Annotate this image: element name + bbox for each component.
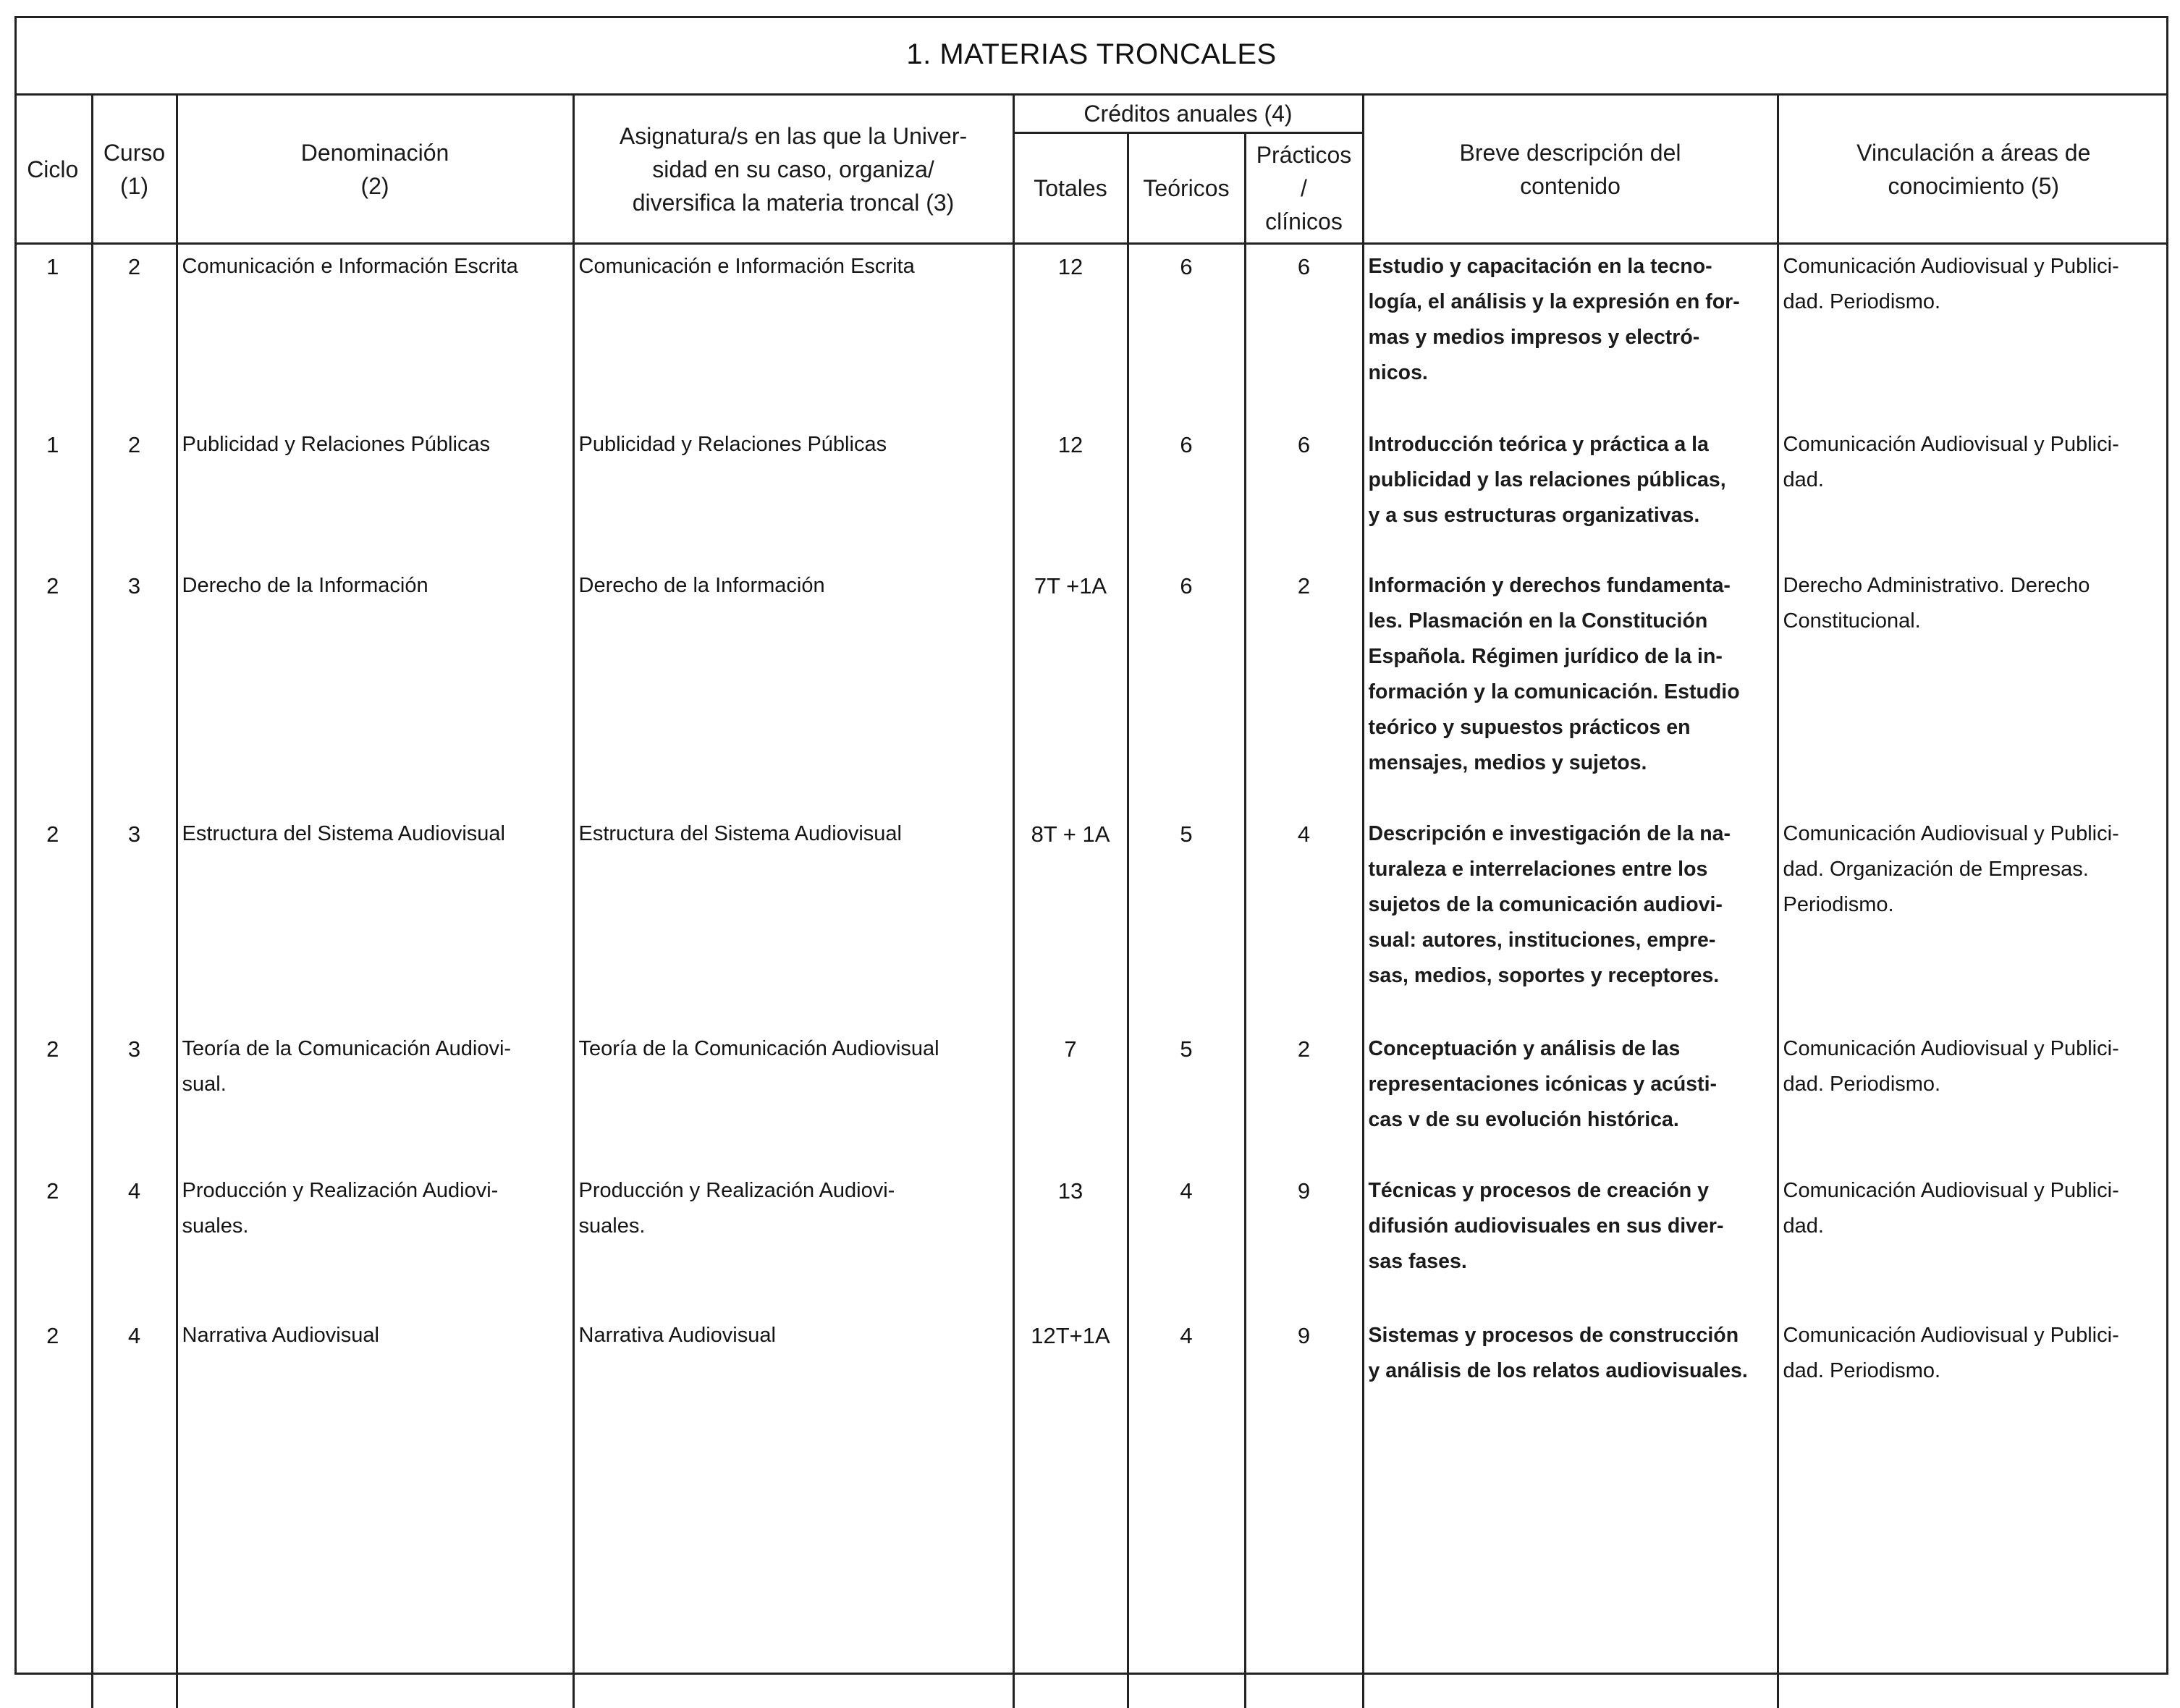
header-asignaturas: Asignatura/s en las que la Univer- sidad en su caso, organiza/ diversifica la materia troncal (3) (573, 95, 1013, 244)
ciclo-cell (14, 812, 92, 1027)
vinculacion-cell-text: Derecho Administrativo. Derecho Constitucional. (1783, 574, 2090, 633)
teoricos-cell-text: 5 (1180, 1036, 1193, 1062)
asignatura-cell-text: Teoría de la Comunicación Audiovisual (578, 1037, 939, 1060)
ciclo-cell (14, 1027, 92, 1169)
asignatura-cell-text: Comunicación e Información Escrita (578, 255, 915, 278)
denominacion-cell-text: Derecho de la Información (182, 574, 428, 597)
teoricos-cell (1128, 1314, 1245, 1422)
curso-cell (92, 1169, 177, 1314)
practicos-cell-text: 4 (1297, 821, 1311, 847)
practicos-cell (1245, 1027, 1363, 1169)
vinculacion-cell-text: Comunicación Audiovisual y Publici- dad. Periodismo. (1783, 1324, 2119, 1382)
totales-cell (1013, 564, 1128, 812)
totales-cell (1013, 1314, 1128, 1422)
curso-cell-text: 4 (127, 1178, 141, 1204)
denominacion-cell (177, 812, 573, 1027)
vinculacion-cell (1778, 423, 2168, 564)
totales-cell-text: 12 (1057, 432, 1083, 457)
descripcion-cell (1363, 812, 1778, 1027)
empty-cell (14, 1422, 92, 1708)
practicos-cell-text: 6 (1297, 432, 1311, 457)
denominacion-cell (177, 423, 573, 564)
ciclo-cell (14, 244, 92, 423)
asignatura-cell-text: Estructura del Sistema Audiovisual (578, 822, 902, 845)
teoricos-cell-text: 4 (1180, 1323, 1193, 1348)
totales-cell-text: 13 (1057, 1178, 1083, 1204)
header-teoricos: Teóricos (1128, 133, 1245, 244)
curso-cell (92, 244, 177, 423)
vinculacion-cell (1778, 1169, 2168, 1314)
header-curso: Curso (1) (92, 95, 177, 244)
descripcion-cell (1363, 564, 1778, 812)
ciclo-cell-text: 2 (46, 1036, 59, 1062)
ciclo-cell-text: 2 (46, 1178, 59, 1204)
denominacion-cell-text: Narrativa Audiovisual (182, 1324, 379, 1347)
empty-cell (92, 1422, 177, 1708)
teoricos-cell (1128, 423, 1245, 564)
curso-cell-text: 3 (127, 821, 141, 847)
curso-cell-text: 3 (127, 573, 141, 599)
curso-cell-text: 3 (127, 1036, 141, 1062)
denominacion-cell-text: Comunicación e Información Escrita (182, 255, 518, 278)
table-row (14, 564, 2168, 812)
vinculacion-cell (1778, 1027, 2168, 1169)
practicos-cell (1245, 812, 1363, 1027)
descripcion-cell (1363, 1314, 1778, 1422)
totales-cell-text: 12T+1A (1031, 1323, 1110, 1348)
descripcion-cell-text: Descripción e investigación de la na- turaleza e interrelaciones entre los sujetos de la comunicación audiovi- sual: autores, instituciones, empre- sas, medios, soportes y receptores. (1368, 822, 1731, 987)
totales-cell (1013, 1027, 1128, 1169)
descripcion-cell (1363, 244, 1778, 423)
curso-cell-text: 4 (127, 1323, 141, 1348)
asignatura-cell (573, 564, 1013, 812)
header-creditos-anuales: Créditos anuales (4) (1013, 95, 1363, 133)
asignatura-cell-text: Narrativa Audiovisual (578, 1324, 776, 1347)
empty-cell (1128, 1422, 1245, 1708)
empty-cell (1363, 1422, 1778, 1708)
asignatura-cell (573, 1314, 1013, 1422)
totales-cell-text: 8T + 1A (1031, 821, 1110, 847)
asignatura-cell (573, 244, 1013, 423)
vinculacion-cell-text: Comunicación Audiovisual y Publici- dad. Periodismo. (1783, 255, 2119, 313)
empty-cell (1013, 1422, 1128, 1708)
table-row (14, 812, 2168, 1027)
denominacion-cell-text: Estructura del Sistema Audiovisual (182, 822, 505, 845)
vinculacion-cell-text: Comunicación Audiovisual y Publici- dad. Periodismo. (1783, 1037, 2119, 1096)
table-row (14, 423, 2168, 564)
practicos-cell-text: 2 (1297, 1036, 1311, 1062)
header-row-1 (14, 95, 2168, 133)
page-title: 1. MATERIAS TRONCALES (14, 16, 2168, 95)
vinculacion-cell (1778, 564, 2168, 812)
practicos-cell-text: 6 (1297, 254, 1311, 279)
asignatura-cell (573, 1169, 1013, 1314)
ciclo-cell-text: 2 (46, 1323, 59, 1348)
asignatura-cell-text: Derecho de la Información (578, 574, 825, 597)
totales-cell (1013, 423, 1128, 564)
ciclo-cell (14, 1169, 92, 1314)
materias-troncales-table (14, 16, 2168, 1708)
teoricos-cell-text: 6 (1180, 432, 1193, 457)
practicos-cell (1245, 423, 1363, 564)
denominacion-cell-text: Publicidad y Relaciones Públicas (182, 433, 491, 456)
vinculacion-cell-text: Comunicación Audiovisual y Publici- dad. (1783, 433, 2119, 491)
descripcion-cell (1363, 423, 1778, 564)
title-row (14, 16, 2168, 95)
curso-cell (92, 812, 177, 1027)
totales-cell-text: 7T +1A (1034, 573, 1107, 599)
denominacion-cell (177, 1169, 573, 1314)
practicos-cell (1245, 564, 1363, 812)
ciclo-cell (14, 423, 92, 564)
curso-cell (92, 423, 177, 564)
teoricos-cell (1128, 1169, 1245, 1314)
asignatura-cell-text: Publicidad y Relaciones Públicas (578, 433, 887, 456)
descripcion-cell-text: Introducción teórica y práctica a la publicidad y las relaciones públicas, y a sus estructuras organizativas. (1368, 433, 1726, 527)
ciclo-cell-text: 1 (46, 432, 59, 457)
practicos-cell (1245, 1314, 1363, 1422)
descripcion-cell (1363, 1169, 1778, 1314)
curso-cell (92, 1314, 177, 1422)
ciclo-cell (14, 564, 92, 812)
empty-cell (1245, 1422, 1363, 1708)
ciclo-cell-text: 1 (46, 254, 59, 279)
empty-cell (177, 1422, 573, 1708)
header-descripcion: Breve descripción del contenido (1363, 95, 1778, 244)
asignatura-cell (573, 1027, 1013, 1169)
table-row (14, 1027, 2168, 1169)
descripcion-cell-text: Técnicas y procesos de creación y difusión audiovisuales en sus diver- sas fases. (1368, 1179, 1724, 1273)
denominacion-cell (177, 564, 573, 812)
totales-cell (1013, 812, 1128, 1027)
teoricos-cell (1128, 564, 1245, 812)
asignatura-cell (573, 812, 1013, 1027)
denominacion-cell (177, 1314, 573, 1422)
practicos-cell (1245, 244, 1363, 423)
totales-cell (1013, 244, 1128, 423)
header-denominacion: Denominación (2) (177, 95, 573, 244)
practicos-cell-text: 9 (1297, 1178, 1311, 1204)
totales-cell (1013, 1169, 1128, 1314)
table-row (14, 1314, 2168, 1422)
empty-cell (573, 1422, 1013, 1708)
practicos-cell (1245, 1169, 1363, 1314)
teoricos-cell-text: 6 (1180, 254, 1193, 279)
vinculacion-cell (1778, 1314, 2168, 1422)
table-row (14, 1169, 2168, 1314)
vinculacion-cell (1778, 244, 2168, 423)
teoricos-cell (1128, 244, 1245, 423)
header-ciclo: Ciclo (14, 95, 92, 244)
ciclo-cell-text: 2 (46, 573, 59, 599)
descripcion-cell-text: Información y derechos fundamenta- les. Plasmación en la Constitución Española. Régimen jurídico de la in- formación y la comunicación. Estudio teórico y supuestos prácticos en mensajes, medios y sujetos. (1368, 574, 1740, 774)
curso-cell-text: 2 (127, 254, 141, 279)
curso-cell-text: 2 (127, 432, 141, 457)
descripcion-cell-text: Conceptuación y análisis de las representaciones icónicas y acústi- cas v de su evolución histórica. (1368, 1037, 1718, 1131)
denominacion-cell-text: Producción y Realización Audiovi- suales. (182, 1179, 499, 1238)
teoricos-cell (1128, 1027, 1245, 1169)
teoricos-cell-text: 6 (1180, 573, 1193, 599)
denominacion-cell (177, 1027, 573, 1169)
descripcion-cell-text: Estudio y capacitación en la tecno- logía, el análisis y la expresión en for- mas y medios impresos y electró- nicos. (1368, 255, 1740, 384)
teoricos-cell-text: 5 (1180, 821, 1193, 847)
header-totales: Totales (1013, 133, 1128, 244)
table-row (14, 244, 2168, 423)
vinculacion-cell-text: Comunicación Audiovisual y Publici- dad. (1783, 1179, 2119, 1238)
descripcion-cell (1363, 1027, 1778, 1169)
totales-cell-text: 7 (1064, 1036, 1077, 1062)
curso-cell (92, 564, 177, 812)
denominacion-cell (177, 244, 573, 423)
denominacion-cell-text: Teoría de la Comunicación Audiovi- sual. (182, 1037, 512, 1096)
practicos-cell-text: 9 (1297, 1323, 1311, 1348)
descripcion-cell-text: Sistemas y procesos de construcción y análisis de los relatos audiovisuales. (1368, 1324, 1748, 1382)
ciclo-cell-text: 2 (46, 821, 59, 847)
practicos-cell-text: 2 (1297, 573, 1311, 599)
vinculacion-cell-text: Comunicación Audiovisual y Publici- dad. Organización de Empresas. Periodismo. (1783, 822, 2119, 916)
empty-filler-row (14, 1422, 2168, 1708)
asignatura-cell-text: Producción y Realización Audiovi- suales. (578, 1179, 895, 1238)
empty-cell (1778, 1422, 2168, 1708)
totales-cell-text: 12 (1057, 254, 1083, 279)
teoricos-cell-text: 4 (1180, 1178, 1193, 1204)
curso-cell (92, 1027, 177, 1169)
asignatura-cell (573, 423, 1013, 564)
ciclo-cell (14, 1314, 92, 1422)
teoricos-cell (1128, 812, 1245, 1027)
vinculacion-cell (1778, 812, 2168, 1027)
header-vinculacion: Vinculación a áreas de conocimiento (5) (1778, 95, 2168, 244)
header-practicos: Prácticos / clínicos (1245, 133, 1363, 244)
